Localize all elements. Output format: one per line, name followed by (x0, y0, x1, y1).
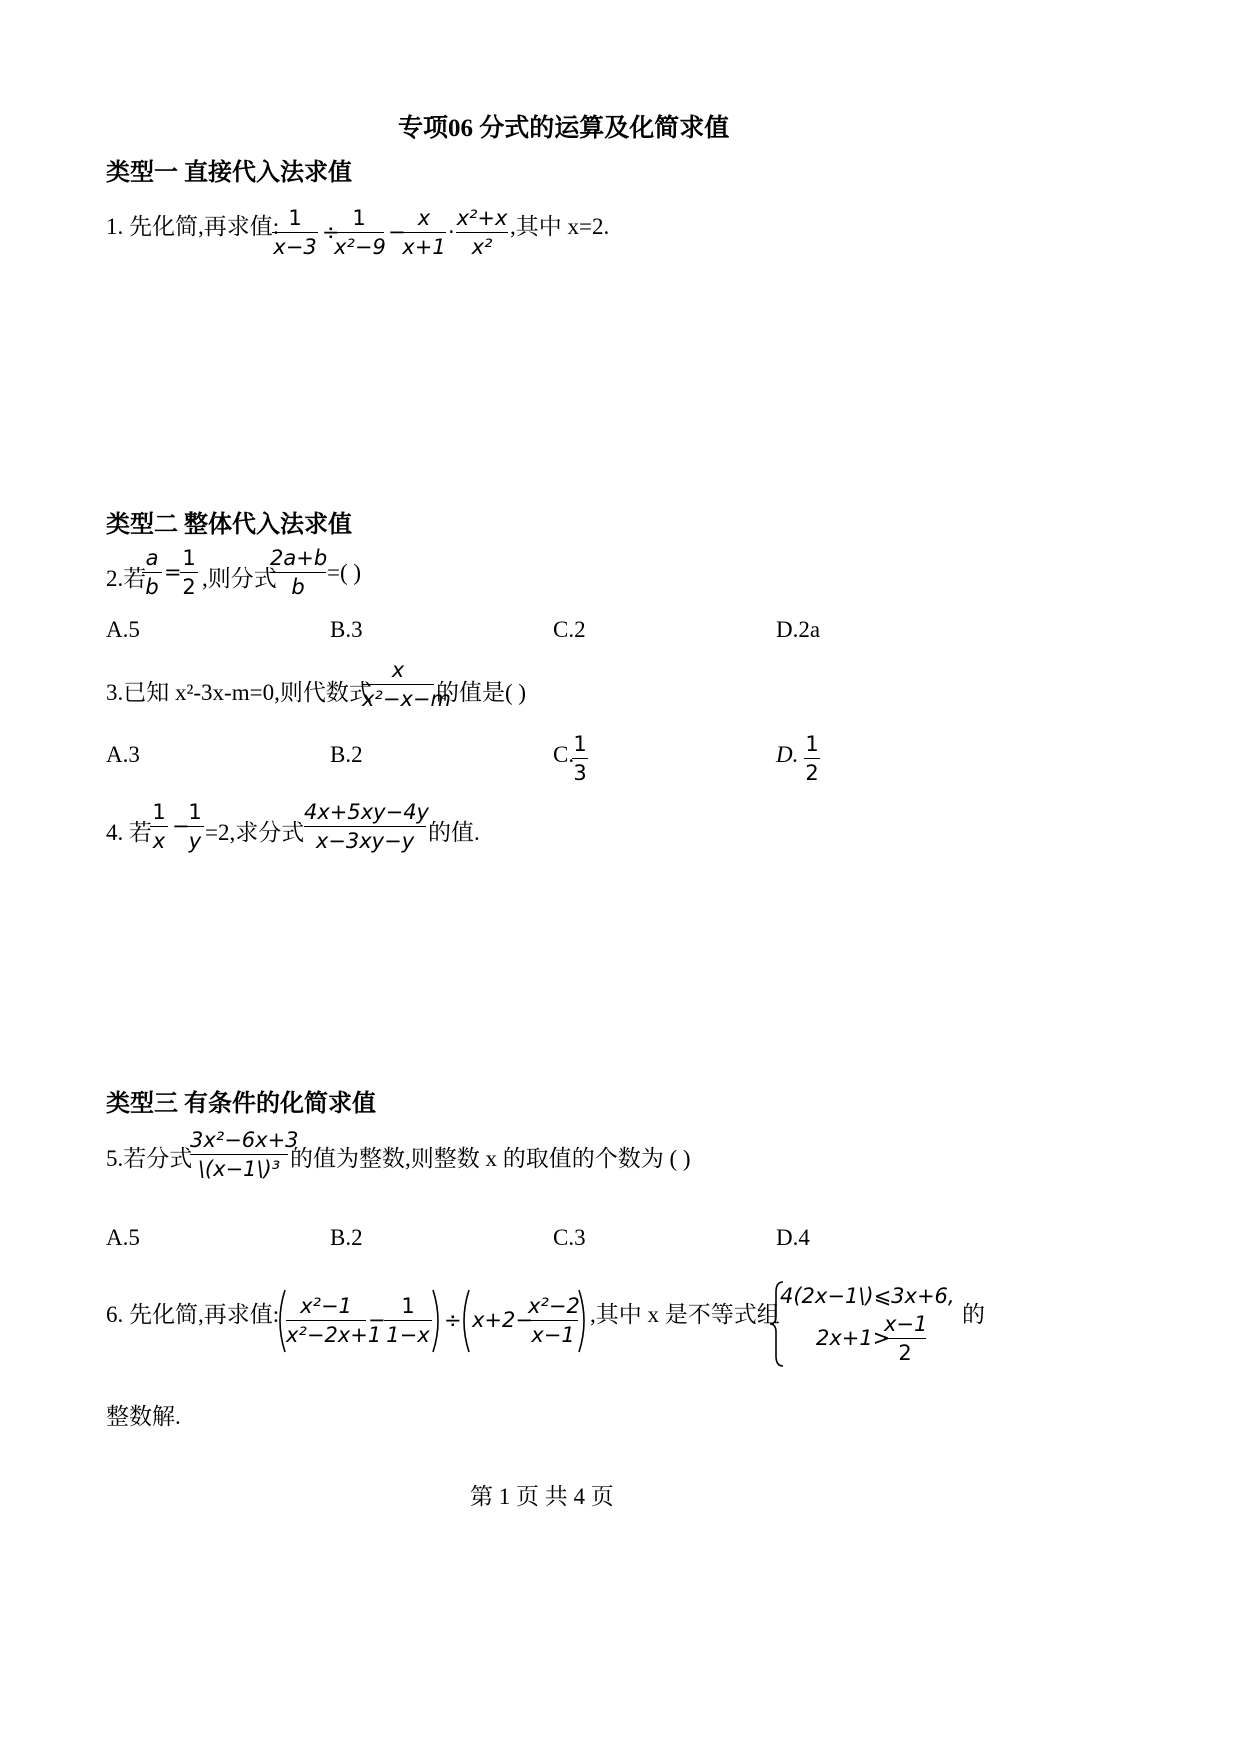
q6-inner-expression (472, 1308, 533, 1332)
q1-f4-num: x²+x (456, 206, 508, 230)
q6-continuation: 整数解. (106, 1404, 181, 1429)
q6-prefix: 6. 先化简,再求值: (106, 1302, 280, 1327)
q2-f2-den: 2 (182, 575, 196, 599)
section-heading-2: 类型二 整体代入法求值 (106, 512, 352, 538)
q4-f3-den: x−3xy−y (315, 829, 415, 853)
q6-fraction-1 (286, 1294, 382, 1347)
q5-option-d[interactable]: D.4 (776, 1225, 810, 1250)
q6-sys-f-num: x−1 (884, 1312, 928, 1336)
q4-fraction-2 (186, 800, 204, 853)
q2-fraction-3 (270, 546, 326, 599)
q1-minus-sign: − (388, 220, 406, 244)
q1-dot-sign: · (448, 220, 455, 244)
q6-minus-sign: − (368, 1308, 386, 1332)
fraction-bar (270, 572, 326, 573)
fraction-bar (180, 572, 198, 573)
q6-f2-num: 1 (401, 1294, 415, 1318)
q3-f-den: x²−x−m (362, 687, 451, 711)
q4-prefix: 4. 若 (106, 820, 152, 845)
q2-f1-den: b (145, 575, 159, 599)
q1-f4-den: x² (471, 235, 493, 259)
q2-equals-sign: = (164, 560, 182, 584)
q6-fraction-2 (384, 1294, 432, 1347)
q6-sys-line2-text: 2x+1> (816, 1326, 891, 1350)
q5-option-a[interactable]: A.5 (106, 1225, 140, 1250)
q6-sys-f-den: 2 (898, 1341, 912, 1365)
q6-f2-den: 1−x (386, 1323, 430, 1347)
q6-f3-num: x²−2 (528, 1294, 580, 1318)
q6-f3-den: x−1 (531, 1323, 575, 1347)
q2-fraction-1 (142, 546, 162, 599)
q1-f1-num: 1 (288, 206, 302, 230)
q1-fraction-2 (334, 206, 384, 259)
q3-f-num: x (391, 658, 405, 682)
q1-fraction-1 (272, 206, 318, 259)
fraction-bar (142, 572, 162, 573)
q3-option-d[interactable]: D. (776, 742, 799, 767)
q1-f3-den: x+1 (402, 235, 446, 259)
q1-fraction-4 (456, 206, 508, 259)
fraction-bar (456, 232, 508, 233)
q6-system-line-2 (816, 1326, 890, 1350)
q6-mid: ,其中 x 是不等式组 (590, 1302, 780, 1327)
q2-f1-num: a (145, 546, 159, 570)
q2-option-a[interactable]: A.5 (106, 617, 140, 642)
q6-f1-num: x²−1 (300, 1294, 352, 1318)
q3-option-c[interactable]: C. (553, 742, 575, 767)
q3-optc-num: 1 (573, 732, 587, 756)
q3-suffix: 的值是( ) (436, 680, 527, 705)
q4-f2-num: 1 (188, 800, 202, 824)
fraction-bar (304, 826, 426, 827)
fraction-bar (186, 826, 204, 827)
q1-f1-den: x−3 (273, 235, 317, 259)
q3-optc-den: 3 (573, 761, 587, 785)
fraction-bar (286, 1320, 366, 1321)
q1-f2-num: 1 (352, 206, 366, 230)
q1-suffix: ,其中 x=2. (510, 214, 610, 239)
page-footer: 第 1 页 共 4 页 (470, 1484, 614, 1509)
q6-sys-line1-text: 4(2x−1\)⩽3x+6, (780, 1284, 955, 1308)
q2-f3-num: 2a+b (270, 546, 328, 570)
q3-optd-num: 1 (805, 732, 819, 756)
q6-system-line-1 (780, 1284, 955, 1308)
q2-prefix: 2.若 (106, 566, 147, 591)
q4-minus-sign: − (172, 814, 190, 838)
q4-f2-den: y (188, 829, 202, 853)
q2-mid: ,则分式 (202, 566, 277, 591)
q2-f3-den: b (291, 575, 305, 599)
left-paren-2 (456, 1288, 472, 1354)
q3-optd-den: 2 (805, 761, 819, 785)
q2-option-b[interactable]: B.3 (330, 617, 363, 642)
q5-prefix: 5.若分式 (106, 1146, 193, 1171)
q1-f3-num: x (417, 206, 431, 230)
q4-fraction-1 (150, 800, 168, 853)
fraction-bar (190, 1154, 288, 1155)
q4-f3-num: 4x+5xy−4y (304, 800, 429, 824)
q5-suffix: 的值为整数,则整数 x 的取值的个数为 ( ) (290, 1146, 691, 1171)
section-heading-3: 类型三 有条件的化简求值 (106, 1091, 376, 1117)
fraction-bar (150, 826, 168, 827)
fraction-bar (572, 758, 588, 759)
fraction-bar (362, 684, 434, 685)
fraction-bar (384, 1320, 432, 1321)
fraction-bar (528, 1320, 578, 1321)
section-heading-1: 类型一 直接代入法求值 (106, 160, 352, 186)
q3-option-b[interactable]: B.2 (330, 742, 363, 767)
q1-prefix: 1. 先化简,再求值: (106, 214, 280, 239)
fraction-bar (402, 232, 446, 233)
q5-fraction (190, 1128, 299, 1181)
fraction-bar (804, 758, 820, 759)
q2-option-c[interactable]: C.2 (553, 617, 586, 642)
fraction-bar (272, 232, 318, 233)
fraction-bar (884, 1338, 926, 1339)
q3-prefix: 3.已知 x²-3x-m=0,则代数式 (106, 680, 372, 705)
q6-system-fraction (884, 1312, 926, 1365)
q3-option-a[interactable]: A.3 (106, 742, 140, 767)
q5-f-den: \(x−1\)³ (197, 1157, 281, 1181)
q4-f1-den: x (152, 829, 166, 853)
q5-option-b[interactable]: B.2 (330, 1225, 363, 1250)
q2-f2-num: 1 (182, 546, 196, 570)
q6-inner-text: x+2− (472, 1308, 533, 1332)
q5-f-num: 3x²−6x+3 (190, 1128, 299, 1152)
q3-fraction (362, 658, 451, 711)
q4-suffix: 的值. (428, 820, 480, 845)
q1-f2-den: x²−9 (334, 235, 386, 259)
q6-f1-den: x²−2x+1 (286, 1323, 382, 1347)
q2-suffix: =( ) (327, 560, 362, 585)
q1-divide-sign: ÷ (322, 220, 340, 244)
q6-divide-sign: ÷ (444, 1308, 462, 1332)
page-title: 专项06 分式的运算及化简求值 (398, 115, 730, 142)
q2-fraction-2 (180, 546, 198, 599)
q1-fraction-3 (402, 206, 446, 259)
q4-mid: =2,求分式 (205, 820, 305, 845)
q6-fraction-3 (528, 1294, 578, 1347)
q5-option-c[interactable]: C.3 (553, 1225, 586, 1250)
fraction-bar (334, 232, 384, 233)
q4-fraction-3 (304, 800, 429, 853)
q2-option-d[interactable]: D.2a (776, 617, 821, 642)
q6-tail: 的 (962, 1302, 985, 1327)
q4-f1-num: 1 (152, 800, 166, 824)
q3-option-d-fraction (804, 732, 820, 785)
q3-option-c-fraction (572, 732, 588, 785)
